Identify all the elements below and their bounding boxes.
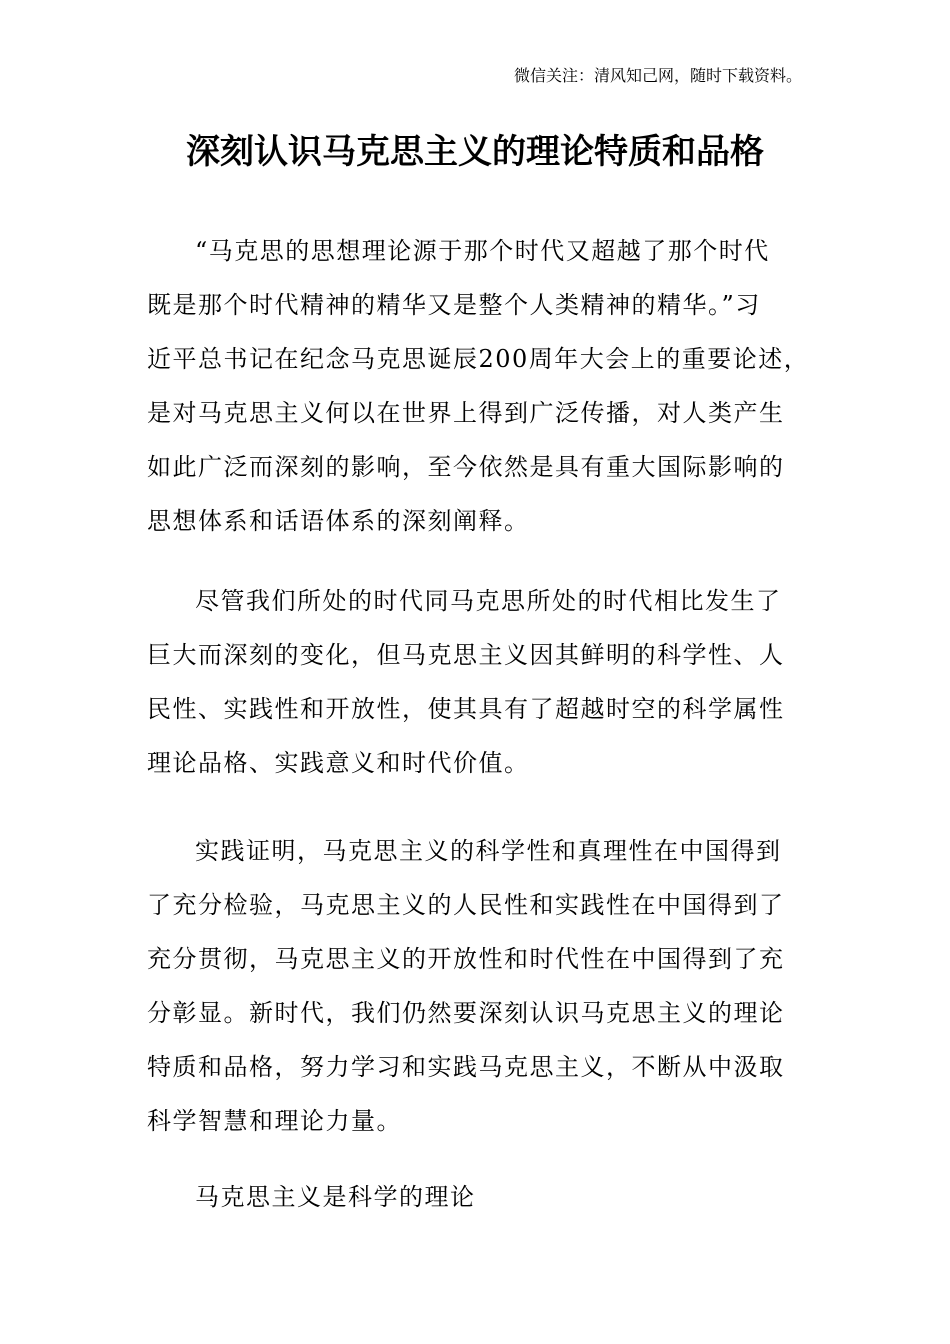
paragraph-line: 尽管我们所处的时代同马克思所处的时代相比发生了 — [195, 587, 782, 615]
paragraph-line: 充分贯彻，马克思主义的开放性和时代性在中国得到了充 — [147, 945, 785, 973]
paragraph-line: 既是那个时代精神的精华又是整个人类精神的精华。”习 — [147, 291, 761, 319]
paragraph-line: 了充分检验，马克思主义的人民性和实践性在中国得到了 — [147, 891, 785, 919]
paragraph-line: 是对马克思主义何以在世界上得到广泛传播，对人类产生 — [147, 399, 785, 427]
paragraph-line: 特质和品格，努力学习和实践马克思主义，不断从中汲取 — [147, 1053, 785, 1081]
paragraph-line: 巨大而深刻的变化，但马克思主义因其鲜明的科学性、人 — [147, 641, 785, 669]
paragraph-line: 近平总书记在纪念马克思诞辰200周年大会上的重要论述， — [147, 345, 810, 373]
document-title: 深刻认识马克思主义的理论特质和品格 — [186, 132, 764, 172]
paragraph-line: 实践证明，马克思主义的科学性和真理性在中国得到 — [195, 837, 782, 865]
paragraph-line: 理论品格、实践意义和时代价值。 — [147, 749, 530, 777]
paragraph-3 — [147, 824, 807, 1148]
paragraph-line: 民性、实践性和开放性，使其具有了超越时空的科学属性 — [147, 695, 785, 723]
header-note: 微信关注：清风知己网，随时下载资料。 — [513, 66, 802, 85]
paragraph-2 — [147, 574, 807, 790]
paragraph-1 — [147, 224, 810, 548]
paragraph-line: 分彰显。新时代，我们仍然要深刻认识马克思主义的理论 — [147, 999, 785, 1027]
section-heading — [147, 1170, 807, 1224]
paragraph-line: 思想体系和话语体系的深刻阐释。 — [147, 507, 530, 535]
paragraph-line: “马克思的思想理论源于那个时代又超越了那个时代 — [195, 237, 770, 265]
paragraph-line: 如此广泛而深刻的影响，至今依然是具有重大国际影响的 — [147, 453, 785, 481]
section-heading-text: 马克思主义是科学的理论 — [195, 1183, 476, 1211]
paragraph-line: 科学智慧和理论力量。 — [147, 1107, 402, 1135]
